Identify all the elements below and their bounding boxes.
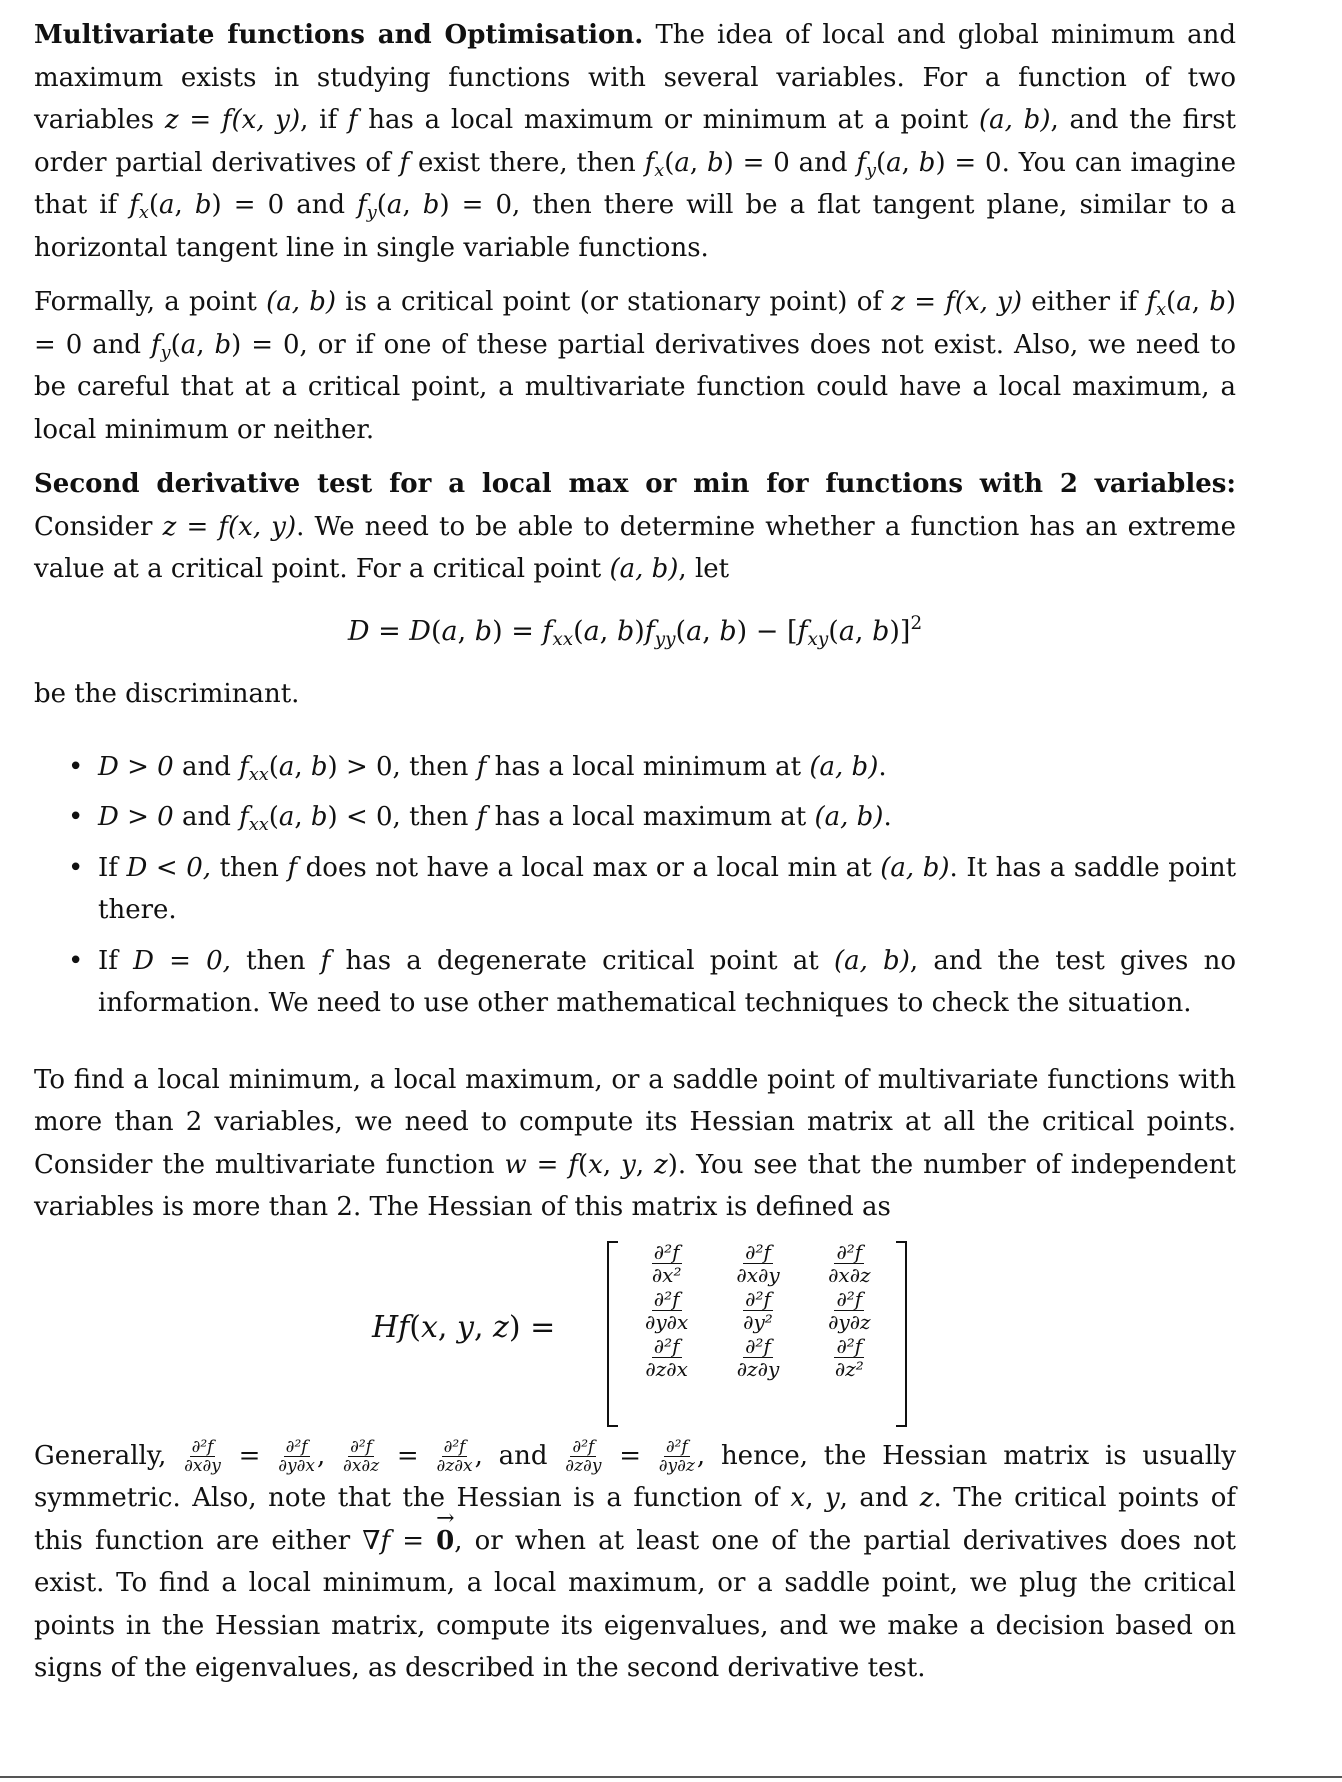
matrix-entry: $\frac{\text{∂²f}}{\partial y\partial x}$ [645, 1286, 689, 1334]
list-item: • D > 0 and $f_{xx}(a$, b) > 0, then f has a local minimum at (a, b). [98, 746, 1236, 789]
hessian-matrix [607, 1241, 907, 1423]
inline-fraction: $\frac{\text{∂²f}}{\partial z\partial x}$ [436, 1437, 473, 1476]
matrix-entry: $\frac{\text{∂²f}}{\partial x\partial z}$ [828, 1239, 871, 1287]
matrix-entry: $\frac{\text{∂²f}}{\text{∂x²}}$ [651, 1239, 682, 1287]
list-item: • If D = 0, then f has a degenerate critical point at (a, b), and the test gives no information. We need to use other mathematical techniques to check the situation. [98, 940, 1236, 1025]
test-conditions-list [34, 746, 1236, 1025]
intro-paragraph: Multivariate functions and Optimisation. The idea of local and global minimum and maximum exists in studying functions with several variables. For a function of two variables z = f(x, y), if f has a local maximum or minimum at a point (a, b), and the first order partial derivatives of f exist there, then $f_x(a$, b) = 0 and $f_y(a$, b) = 0. You can imagine that if $f_x(a$, b) = 0 and $f_y(a$, b) = 0, then there will be a flat tangent plane, similar to a horizontal tangent line in single variable functions. [34, 20, 1237, 263]
matrix-entry: $\frac{\text{∂²f}}{\text{∂z²}}$ [834, 1333, 864, 1381]
list-item: • D > 0 and $f_{xx}(a$, b) < 0, then f has a local maximum at (a, b). [98, 796, 1236, 839]
math-z-eq: z = f(x, y) [164, 105, 301, 135]
hessian-lhs: Hf(x, y, z) = [372, 1309, 556, 1345]
hessian-grid [621, 1241, 895, 1380]
inline-fraction: $\frac{\text{∂²f}}{\partial y\partial z}$ [658, 1437, 695, 1476]
discriminant-equation: D = D(a, $b) = f_{xx}(a$, $b)f_{yy}(a$, $b) - [f_{xy}(a$, b)]$^2$ [347, 612, 923, 650]
discriminant-caption: be the discriminant. [34, 679, 300, 709]
inline-fraction: $\frac{\text{∂²f}}{\partial x\partial y}$ [184, 1437, 221, 1476]
page-bottom-rule [0, 1776, 1342, 1778]
inline-fraction: $\frac{\text{∂²f}}{\partial z\partial y}$ [565, 1437, 602, 1476]
matrix-entry: $\frac{\text{∂²f}}{\text{∂y²}}$ [743, 1286, 773, 1334]
section-title: Multivariate functions and Optimisation. [34, 20, 644, 50]
matrix-entry: $\frac{\text{∂²f}}{\partial y\partial z}$ [828, 1286, 871, 1334]
matrix-entry: $\frac{\text{∂²f}}{\partial z\partial y}$ [736, 1333, 780, 1381]
symmetry-paragraph: Generally, $\frac{\text{∂²f}}{\partial x\partial y}$ = $\frac{\text{∂²f}}{\partial y\partial x}$ , $\frac{\text{∂²f}}{\partial x\partial z}$ = $\frac{\text{∂²f}}{\partial z\partial x}$ , and $\frac{\text{∂²f}}{\partial z\partial y}$ = $\frac{\text{∂²f}}{\partial y\partial z}$ , hence, the Hessian matrix is usually symmetric. Also, note that the Hessian is a function of x, y, and z. The critical points of this function are either ∇f = 0 →, or when at least one of the partial derivatives does not exist. To find a local minimum, a local maximum, or a saddle point, we plug the critical points in the Hessian matrix, compute its eigenvalues, and we make a decision based on signs of the eigenvalues, as described in the second derivative test. [34, 1435, 1236, 1690]
intro-sentence: The idea of local and global minimum and maximum exists in studying functions with several variables. For a function of two variables [34, 20, 1237, 135]
document-body [34, 14, 1236, 1690]
hessian-intro-paragraph: To find a local minimum, a local maximum, or a saddle point of multivariate functions with more than 2 variables, we need to compute its Hessian matrix at all the critical points. Consider the multivariate function w = f(x, y, z). You see that the number of independent variables is more than 2. The Hessian of this matrix is defined as [34, 1064, 1237, 1222]
hessian-matrix-equation [34, 1239, 1236, 1429]
list-item: • If D < 0, then f does not have a local max or a local min at (a, b). It has a saddle point there. [98, 847, 1236, 932]
second-derivative-test-paragraph: Second derivative test for a local max or min for functions with 2 variables: Consider z = f(x, y). We need to be able to determine whether a function has an extreme value at a critical point. For a critical point (a, b), let [34, 469, 1237, 584]
matrix-entry: $\frac{\text{∂²f}}{\partial x\partial y}$ [736, 1239, 780, 1287]
inline-fraction: $\frac{\text{∂²f}}{\partial x\partial z}$ [343, 1437, 380, 1476]
left-bracket [607, 1241, 618, 1427]
zero-vector: 0 → [436, 1520, 454, 1563]
right-bracket [896, 1241, 907, 1427]
matrix-entry: $\frac{\text{∂²f}}{\partial z\partial x}$ [645, 1333, 688, 1381]
inline-fraction: $\frac{\text{∂²f}}{\partial y\partial x}$ [278, 1437, 315, 1476]
formal-definition-paragraph: Formally, a point (a, b) is a critical point (or stationary point) of z = f(x, y) either if $f_x(a$, b) = 0 and $f_y(a$, b) = 0, or if one of these partial derivatives does not exist. Also, we need to be careful that at a critical point, a multivariate function could have a local maximum, a local minimum or neither. [34, 287, 1237, 445]
subsection-heading: Second derivative test for a local max or min for functions with 2 variables: [34, 469, 1236, 499]
